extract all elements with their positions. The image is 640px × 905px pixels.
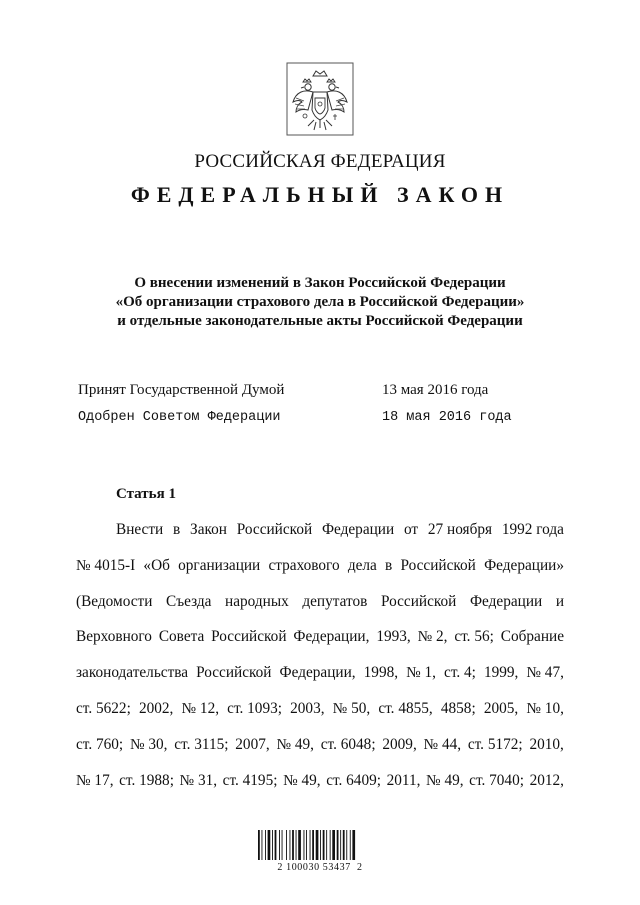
article-word: в [173,521,181,538]
article-word: 2005, [483,699,519,717]
adoption-council-date: 18 мая 2016 года [382,410,512,425]
article-word: ст. 1093; [227,699,282,717]
country-name: РОССИЙСКАЯ ФЕДЕРАЦИЯ [194,151,446,172]
barcode-bar [272,830,273,860]
article-word: Российской [400,556,476,574]
article-line [76,584,564,620]
article-word: № 10, [526,699,564,717]
article-word: от [403,521,419,538]
law-title [0,274,640,331]
article-word: Российской [196,664,272,682]
article-word: Съезда [166,592,212,610]
barcode-bar [265,830,266,860]
article-word: 2010, [529,735,564,753]
article-word: Федерации [469,592,543,610]
barcode-bar [352,830,355,860]
article-word: ст. 760; [76,735,124,753]
article-line [76,727,564,763]
article-word: № 50, [332,699,371,717]
article-word: Федерации» [484,556,564,574]
article-word: № 49, [426,771,464,789]
law-title-line: и отдельные законодательные акты Российской Федерации [117,313,523,329]
article-word: № 30, [129,735,168,753]
article-word: № 49, [276,735,314,753]
article-word: 2009, [382,735,417,753]
article-word: 1998, [363,664,399,682]
article-word: ст. 6409; [326,771,382,789]
article-word: ст. 7040; [469,771,524,789]
article-word: 2007, [235,735,270,753]
barcode-bar [340,830,341,860]
article-word: ст. 4195; [222,771,278,789]
barcode-bar [304,830,305,860]
article-word: 1993, [376,628,411,646]
article-word: в [385,556,393,574]
barcode-bar [290,830,291,860]
barcode-bar [330,830,331,860]
article-word: ст. 3115; [174,735,229,753]
barcode-bar [286,830,287,860]
article-word: № 1, [406,664,436,682]
article-word: народных [225,592,289,610]
barcode-bar [326,830,327,860]
article-word: 1999, [483,664,519,682]
barcode-bar [275,830,277,860]
article-word: № 31, [179,771,218,789]
barcode-bar [296,830,297,860]
article-word: и [555,592,564,610]
adoption-duma-label: Принят Государственной Думой [78,382,285,398]
barcode-number: 2 100030 53437 2 [277,862,363,873]
article-word: депутатов [302,592,368,610]
article-word: № 44, [423,735,462,753]
barcode-bar [320,830,321,860]
article-word: 2002, [138,699,174,717]
article-word: Федерации [321,521,395,538]
barcode-bar [350,830,351,860]
barcode-bar [279,830,280,860]
article-word: дела [347,556,377,574]
document-type: ФЕДЕРАЛЬНЫЙ ЗАКОН [130,182,510,207]
adoption-duma-date: 13 мая 2016 года [382,382,489,398]
barcode-bar [337,830,339,860]
article-word: Федерации, [293,628,370,646]
article-line [76,655,564,691]
article-word: ст. 1988; [119,771,174,789]
barcode-bar [316,830,319,860]
article-line [76,763,564,799]
barcode-bar [258,830,260,860]
article-word: 1992 года [501,521,564,538]
barcode-bar [268,830,271,860]
article-word: № 12, [181,699,220,717]
article-word: № 47, [526,664,564,682]
barcode-bar [346,830,347,860]
adoption-council-label: Одобрен Советом Федерации [78,410,281,425]
article-word: (Ведомости [76,592,153,610]
article-word: «Об [143,556,170,574]
barcode-bar [298,830,301,860]
article-word: Российской [236,521,313,538]
article-word: № 4015-I [76,556,136,574]
barcode-bar [262,830,263,860]
barcode-bar [343,830,345,860]
article-line [76,691,564,727]
article-word: ст. 5622; [76,699,131,717]
barcode-bar [332,830,335,860]
article-word: Российской [380,592,457,610]
russian-coat-of-arms-icon [286,62,354,136]
barcode-bar [306,830,307,860]
article-word: ст. 4; [444,664,476,682]
article-word: 2003, [290,699,325,717]
article-word: Собрание [500,628,564,646]
article-word: Верховного [76,628,152,646]
article-word: Российской [211,628,287,646]
article-heading: Статья 1 [116,486,176,502]
article-word: 4858; [440,699,476,717]
barcode-bar [292,830,294,860]
article-word: ст. 6048; [320,735,376,753]
article-line [76,619,564,655]
article-word: ст. 5172; [467,735,523,753]
article-word: № 49, [283,771,321,789]
article-word: Федерации, [279,664,356,682]
article-word: организации [178,556,261,574]
article-line [76,548,564,584]
article-word: Закон [190,521,227,538]
article-line [76,512,564,548]
article-word: Внести [116,521,164,538]
article-word: № 17, [76,771,114,789]
article-word: № 2, [417,628,448,646]
law-title-line: «Об организации страхового дела в Российской Федерации» [115,294,525,310]
barcode-bar [312,830,314,860]
article-word: 27 ноября [427,521,493,538]
article-word: страхового [268,556,340,574]
law-title-line: О внесении изменений в Закон Российской Федерации [134,275,506,291]
article-word: ст. 4855, [378,699,433,717]
article-word: ст. 56; [454,628,494,646]
barcode-bar [310,830,311,860]
barcode-bar [323,830,325,860]
article-word: 2011, [386,771,421,789]
article-word: законодательства [76,664,189,682]
article-word: 2012, [529,771,564,789]
barcode-bar [282,830,283,860]
article-body [76,512,564,798]
article-word: Совета [158,628,205,646]
